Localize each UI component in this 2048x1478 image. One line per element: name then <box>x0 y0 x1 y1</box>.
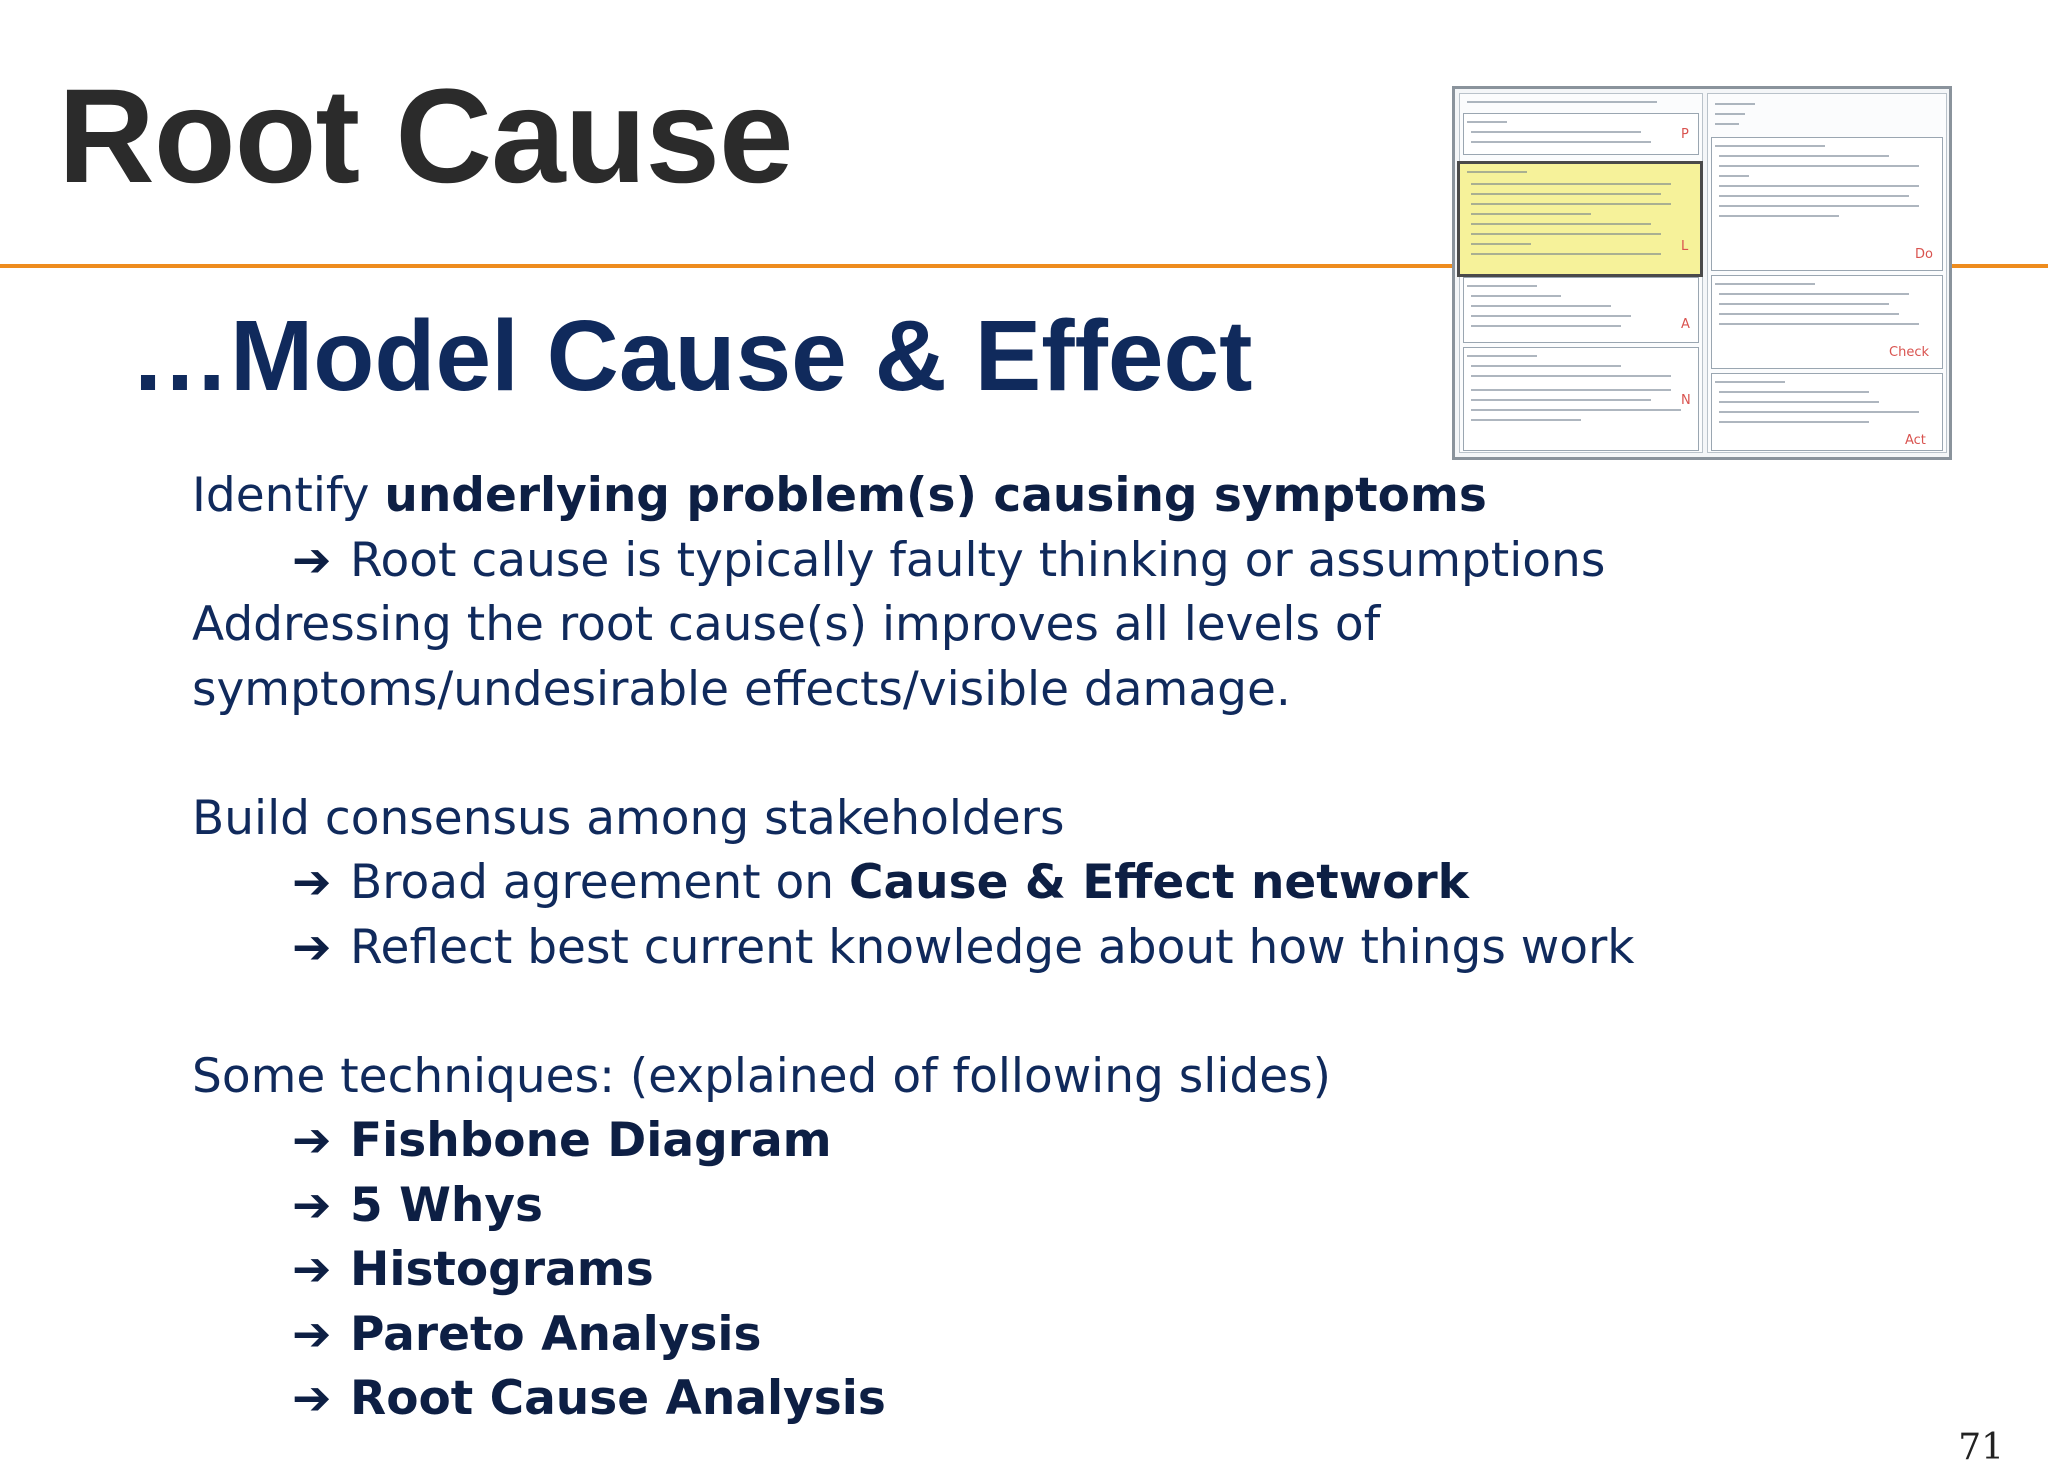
technique-item <box>192 1303 1752 1368</box>
thumbnail-text-line <box>1719 421 1869 423</box>
thumbnail-text-line <box>1471 141 1651 143</box>
thumbnail-label-a: A <box>1681 317 1690 332</box>
body-line-addressing-1: Addressing the root cause(s) improves all levels of <box>192 597 1381 652</box>
body-subline-knowledge <box>192 916 1752 981</box>
arrow-icon: ➔ <box>292 855 332 910</box>
thumbnail-text-line <box>1471 223 1651 225</box>
thumbnail-text-line <box>1471 253 1661 255</box>
arrow-icon: ➔ <box>292 532 332 588</box>
arrow-icon: ➔ <box>292 1306 332 1362</box>
thumbnail-text-line <box>1715 283 1815 285</box>
thumbnail-text-line <box>1471 233 1661 235</box>
thumbnail-text-line <box>1471 183 1671 185</box>
slide-title: Root Cause <box>58 62 793 211</box>
technique-label: Root Cause Analysis <box>350 1371 886 1426</box>
page-number: 71 <box>1958 1427 2004 1468</box>
agreement-emphasis: Cause & Effect network <box>848 855 1469 910</box>
thumbnail-label-check: Check <box>1889 345 1929 360</box>
thumbnail-text-line <box>1471 389 1671 391</box>
thumbnail-text-line <box>1719 195 1909 197</box>
technique-item <box>192 1109 1752 1174</box>
thumbnail-text-line <box>1715 145 1825 147</box>
body-line-techniques: Some techniques: (explained of following slides) <box>192 1048 1331 1104</box>
technique-item <box>192 1238 1752 1303</box>
thumbnail-text-line <box>1471 203 1671 205</box>
body-line-consensus: Build consensus among stakeholders <box>192 790 1065 846</box>
thumbnail-text-line <box>1719 215 1839 217</box>
knowledge-text: Reflect best current knowledge about how things work <box>350 919 1635 975</box>
thumbnail-text-line <box>1471 315 1631 317</box>
thumbnail-text-line <box>1471 305 1611 307</box>
thumbnail-text-line <box>1719 293 1909 295</box>
root-cause-text: Root cause is typically faulty thinking or assumptions <box>350 532 1606 588</box>
technique-label: Pareto Analysis <box>350 1306 762 1362</box>
arrow-icon: ➔ <box>292 1177 332 1233</box>
thumbnail-text-line <box>1467 121 1507 123</box>
technique-label: 5 Whys <box>350 1177 543 1233</box>
thumbnail-text-line <box>1715 381 1785 383</box>
arrow-icon: ➔ <box>292 1113 332 1168</box>
thumbnail-label-l: L <box>1681 239 1689 254</box>
thumbnail-text-line <box>1471 131 1641 133</box>
thumbnail-text-line <box>1471 365 1621 367</box>
thumbnail-text-line <box>1467 285 1537 287</box>
thumbnail-text-line <box>1715 123 1739 125</box>
thumbnail-text-line <box>1471 325 1621 327</box>
body-subline-agreement <box>192 851 1752 916</box>
thumbnail-text-line <box>1719 313 1899 315</box>
technique-label: Fishbone Diagram <box>350 1113 832 1168</box>
thumbnail-text-line <box>1719 303 1889 305</box>
body-line-addressing-2: symptoms/undesirable effects/visible damage. <box>192 661 1291 717</box>
a3-form-thumbnail <box>1452 86 1952 460</box>
slide-body <box>192 464 1752 1432</box>
arrow-icon: ➔ <box>292 1242 332 1297</box>
body-line-identify <box>192 464 1752 529</box>
arrow-icon: ➔ <box>292 1371 332 1426</box>
thumbnail-text-line <box>1719 411 1919 413</box>
thumbnail-text-line <box>1715 103 1755 105</box>
thumbnail-label-n: N <box>1681 393 1691 408</box>
thumbnail-countermeasures-box <box>1711 137 1943 271</box>
agreement-prefix: Broad agreement on <box>350 855 849 910</box>
thumbnail-text-line <box>1467 101 1657 103</box>
thumbnail-text-line <box>1719 323 1919 325</box>
thumbnail-background-box <box>1463 113 1699 155</box>
thumbnail-text-line <box>1719 175 1749 177</box>
technique-item <box>192 1174 1752 1239</box>
thumbnail-text-line <box>1719 391 1869 393</box>
thumbnail-label-p: P <box>1681 127 1689 142</box>
thumbnail-current-condition-box <box>1457 161 1703 277</box>
thumbnail-text-line <box>1719 401 1879 403</box>
arrow-icon: ➔ <box>292 919 332 975</box>
thumbnail-label-do: Do <box>1915 247 1933 262</box>
identify-emphasis: underlying problem(s) causing symptoms <box>384 468 1487 523</box>
body-subline-root-cause <box>192 529 1752 594</box>
thumbnail-text-line <box>1471 295 1561 297</box>
thumbnail-text-line <box>1719 165 1919 167</box>
thumbnail-text-line <box>1467 171 1527 173</box>
thumbnail-text-line <box>1467 355 1537 357</box>
thumbnail-text-line <box>1471 243 1531 245</box>
slide-subtitle: …Model Cause & Effect <box>130 300 1253 412</box>
thumbnail-text-line <box>1471 409 1681 411</box>
technique-item <box>192 1367 1752 1432</box>
thumbnail-text-line <box>1719 185 1919 187</box>
thumbnail-label-act: Act <box>1905 433 1926 448</box>
thumbnail-text-line <box>1471 193 1661 195</box>
thumbnail-text-line <box>1471 419 1581 421</box>
thumbnail-text-line <box>1471 399 1651 401</box>
thumbnail-text-line <box>1719 155 1889 157</box>
thumbnail-text-line <box>1719 205 1919 207</box>
technique-label: Histograms <box>350 1242 654 1297</box>
thumbnail-text-line <box>1471 213 1591 215</box>
body-spacer <box>192 980 1752 1045</box>
body-spacer <box>192 722 1752 787</box>
thumbnail-text-line <box>1715 113 1745 115</box>
identify-prefix: Identify <box>192 468 385 523</box>
thumbnail-text-line <box>1471 375 1671 377</box>
